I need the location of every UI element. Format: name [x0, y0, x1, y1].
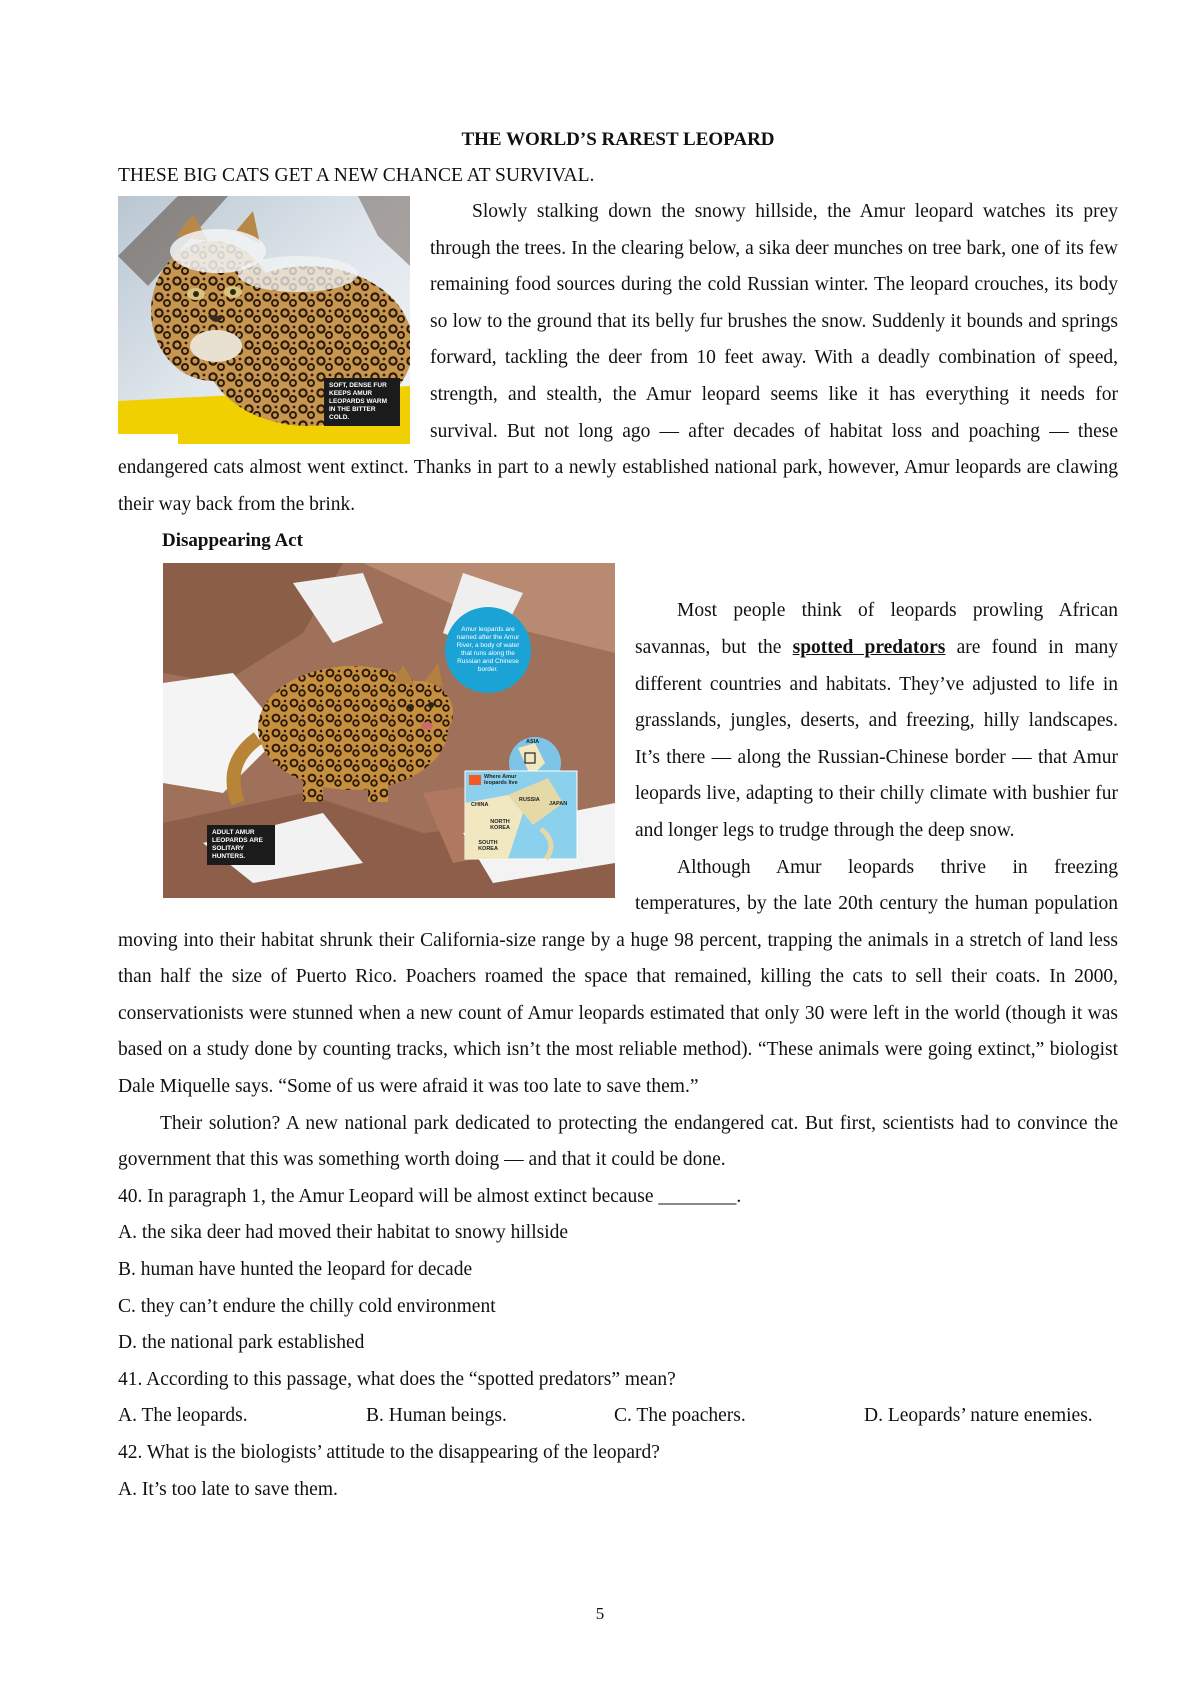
question-41-option-c: C. The poachers. [614, 1405, 746, 1427]
question-40-stem: 40. In paragraph 1, the Amur Leopard will be almost extinct because ________. [118, 1185, 742, 1207]
map-label-south-korea: SOUTH KOREA [478, 840, 498, 853]
question-41-option-b: B. Human beings. [366, 1405, 507, 1427]
map-label-china: CHINA [471, 802, 489, 809]
question-42-option-a: A. It’s too late to save them. [118, 1478, 338, 1500]
section-heading: Disappearing Act [162, 530, 303, 552]
document-page [118, 118, 1118, 1508]
paragraph-4: Their solution? A new national park dedicated to protecting the endangered cat. But first, scientists had to convince the government that this was something worth doing — and that it could be done. [118, 1112, 1118, 1171]
question-40-option-c: C. they can’t endure the chilly cold environment [118, 1295, 496, 1317]
map-label-asia: ASIA [526, 739, 540, 746]
article-title: THE WORLD’S RAREST LEOPARD [461, 129, 775, 150]
question-41-stem: 41. According to this passage, what does the “spotted predators” mean? [118, 1368, 676, 1390]
question-42-stem: 42. What is the biologists’ attitude to the disappearing of the leopard? [118, 1442, 660, 1463]
map-label-north-korea: NORTH KOREA [490, 819, 510, 832]
leopard-rocks-photo [163, 563, 615, 898]
map-label-japan: JAPAN [549, 801, 568, 808]
map-label-russia: RUSSIA [519, 797, 540, 804]
question-41-options [118, 1398, 1118, 1435]
article-subtitle: THESE BIG CATS GET A NEW CHANCE AT SURVIVAL. [118, 165, 595, 186]
spotted-predators-term: spotted predators [792, 636, 946, 658]
question-40-option-a: A. the sika deer had moved their habitat to snowy hillside [118, 1222, 569, 1244]
leopard-snow-photo [118, 196, 410, 444]
page-number: 5 [595, 1604, 605, 1623]
question-41-option-d: D. Leopards’ nature enemies. [864, 1405, 1093, 1427]
question-40-option-d: D. the national park established [118, 1332, 365, 1354]
paragraph-1: Slowly stalking down the snowy hillside, the Amur leopard watches its prey through the trees. In the clearing below, a sika deer munches on tree bark, one of its few remaining food sources during the cold Russian winter. The leopard crouches, its body so low to the ground that its belly fur brushes the snow. Suddenly it bounds and springs forward, tackling the deer from 10 feet away. With a deadly combination of speed, strength, and stealth, the Amur leopard seems like it has everything it needs for survival. But not long ago — after decades of habitat loss and poaching — these endangered cats almost went extinct. Thanks in part to a newly established national park, however, Amur leopards are clawing their way back from the brink. [118, 201, 1118, 515]
question-41-option-a: A. The leopards. [118, 1405, 248, 1427]
paragraph-2-start: Most people think of leopards prowling African savannas, but the [635, 600, 1118, 658]
photo-caption: SOFT, DENSE FUR KEEPS AMUR LEOPARDS WARM IN THE BITTER COLD. [324, 378, 400, 426]
question-40-option-b: B. human have hunted the leopard for decade [118, 1259, 473, 1281]
paragraph-2-end: are found in many different countries and habitats. They’ve adjusted to life in grasslands, jungles, deserts, and freezing, hilly landscapes. It’s there — along the Russian-Chinese border — that Amur leopards live, adapting to their chilly climate with bushier fur and longer legs to trudge through the deep snow. [635, 636, 1118, 841]
paragraph-3: Although Amur leopards thrive in freezing temperatures, by the late 20th century the human population moving into their habitat shrunk their California-size range by a huge 98 percent, trapping the animals in a stretch of land less than half the size of Puerto Rico. Poachers roamed the space that remained, killing the cats to sell their coats. In 2000, conservationists were stunned when a new count of Amur leopards estimated that only 30 were left in the world (though it was based on a study done by counting tracks, which isn’t the most reliable method). “These animals were going extinct,” biologist Dale Miquelle says. “Some of us were afraid it was too late to save them.” [118, 856, 1118, 1098]
photo-caption-2: ADULT AMUR LEOPARDS ARE SOLITARY HUNTERS. [207, 825, 275, 865]
map-legend: Where Amur leopards live [484, 774, 518, 787]
info-bubble: Amur leopards are named after the Amur River, a body of water that runs along the Russian and Chinese border. [445, 607, 531, 693]
